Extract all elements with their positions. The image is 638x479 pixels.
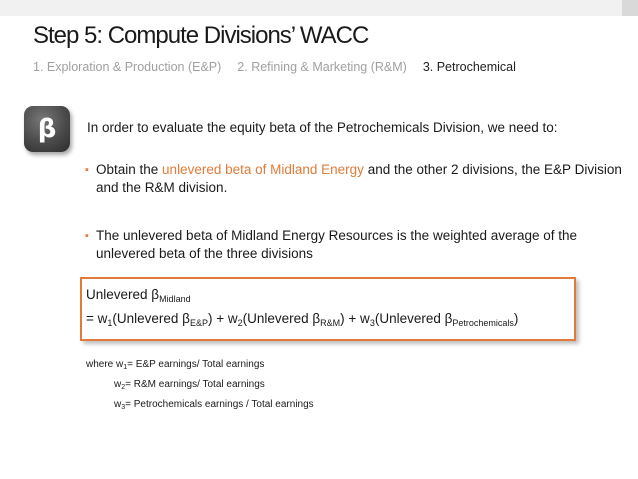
bullet-text: The unlevered beta of Midland Energy Resources is the weighted average of the unlevered beta of the three divisions: [96, 228, 578, 261]
intro-text: In order to evaluate the equity beta of the Petrochemicals Division, we need to:: [87, 120, 558, 135]
tab-refining-marketing[interactable]: 2. Refining & Marketing (R&M): [237, 60, 407, 74]
formula-line-1: [86, 285, 574, 309]
formula-sub: 1: [107, 318, 113, 328]
formula-box: [80, 277, 576, 341]
weight-text: = Petrochemicals earnings / Total earnings: [125, 399, 314, 410]
weight-text: = E&P earnings/ Total earnings: [127, 359, 265, 370]
bullet-highlight: unlevered beta of Midland Energy: [162, 162, 364, 177]
formula-sub: 2: [237, 318, 243, 328]
division-tabs: [33, 60, 516, 74]
bullet-item-weighted-average: [85, 227, 625, 263]
formula-text: (Unlevered β: [242, 311, 321, 326]
formula-text: ): [513, 311, 519, 326]
weight-text: = R&M earnings/ Total earnings: [125, 379, 265, 390]
weight-w3: [86, 396, 314, 416]
slide-title: Step 5: Compute Divisions’ WACC: [33, 22, 369, 49]
bullet-marker-icon: ▪: [85, 230, 89, 242]
tab-petrochemical[interactable]: 3. Petrochemical: [422, 60, 516, 74]
formula-sub: Midland: [159, 294, 191, 304]
weight-w1: [86, 356, 314, 376]
formula-sub: Petrochemicals: [452, 318, 514, 328]
formula-sub: 3: [369, 318, 375, 328]
weight-text: where w: [86, 359, 124, 370]
bullet-text-post: and the other 2 divisions, the E&P Division and the R&M division.: [96, 162, 622, 195]
formula-text: = w: [86, 311, 108, 326]
formula-text: (Unlevered β: [374, 311, 453, 326]
beta-symbol: β: [37, 114, 57, 144]
formula-text: Unlevered β: [86, 287, 160, 302]
bullet-text-pre: Obtain the: [96, 162, 163, 177]
weight-text: w: [114, 399, 122, 410]
bullet-marker-icon: ▪: [85, 164, 89, 176]
top-bar-corner: [622, 0, 638, 16]
bullet-text: [85, 161, 625, 197]
formula-sub: R&M: [320, 318, 341, 328]
bullet-item-unlevered-beta: [85, 161, 625, 197]
weight-sub: 2: [121, 384, 126, 391]
weight-sub: 1: [123, 364, 128, 371]
beta-icon: [24, 106, 70, 152]
formula-text: (Unlevered β: [112, 311, 190, 326]
formula-text: ) + w: [207, 311, 238, 326]
formula-sub: E&P: [189, 318, 208, 328]
top-bar: [0, 0, 638, 16]
formula-text: ) + w: [340, 311, 370, 326]
formula-line-2: [86, 309, 574, 333]
tab-exploration-production[interactable]: 1. Exploration & Production (E&P): [33, 60, 222, 74]
weights-definitions: [86, 356, 314, 416]
weight-w2: [86, 376, 314, 396]
weight-sub: 3: [121, 404, 126, 411]
weight-text: w: [114, 379, 122, 390]
